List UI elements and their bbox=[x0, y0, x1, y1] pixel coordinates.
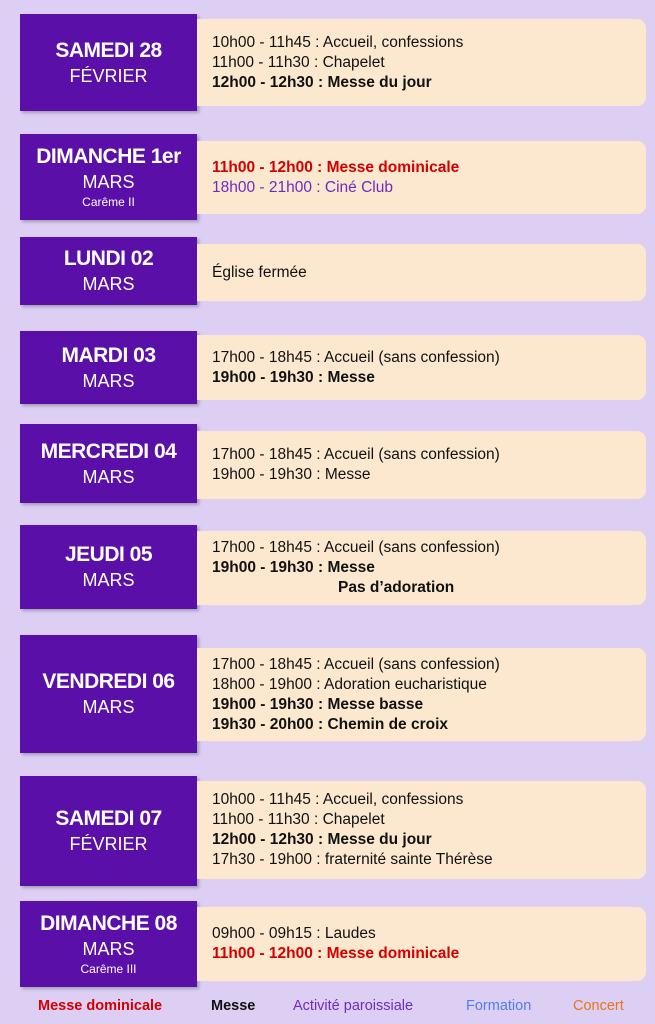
legend-concert: Concert bbox=[573, 998, 624, 1014]
schedule-panel bbox=[197, 431, 646, 499]
day-month: FÉVRIER bbox=[69, 65, 148, 86]
schedule-line: 19h00 - 19h30 : Messe basse bbox=[212, 695, 424, 713]
schedule-line: 10h00 - 11h45 : Accueil, confessions bbox=[212, 33, 464, 51]
day-month: MARS bbox=[82, 172, 135, 192]
day-name: DIMANCHE 08 bbox=[40, 912, 177, 935]
day-name: MARDI 03 bbox=[61, 343, 156, 367]
schedule-line: 11h00 - 12h00 : Messe dominicale bbox=[212, 945, 460, 962]
schedule-panel bbox=[197, 531, 646, 605]
schedule-line: 12h00 - 12h30 : Messe du jour bbox=[212, 73, 432, 91]
day-box bbox=[20, 134, 197, 220]
day-name: LUNDI 02 bbox=[63, 247, 154, 270]
schedule-panel bbox=[197, 335, 646, 400]
day-name: VENDREDI 06 bbox=[42, 670, 175, 693]
schedule-line: 19h00 - 19h30 : Messe bbox=[212, 466, 371, 483]
schedule-line: 19h00 - 19h30 : Messe bbox=[212, 559, 375, 576]
schedule-line: 17h30 - 19h00 : fraternité sainte Thérèse bbox=[212, 851, 493, 868]
day-month: MARS bbox=[82, 274, 135, 294]
schedule-line: 17h00 - 18h45 : Accueil (sans confession) bbox=[212, 446, 500, 463]
schedule-panel bbox=[197, 19, 646, 106]
schedule-line: 11h00 - 11h30 : Chapelet bbox=[212, 53, 385, 71]
schedule-line: 18h00 - 19h00 : Adoration eucharistique bbox=[212, 675, 487, 693]
day-month: MARS bbox=[82, 466, 135, 487]
day-month: FÉVRIER bbox=[69, 834, 148, 854]
legend-formation: Formation bbox=[466, 998, 532, 1014]
schedule-line: 19h30 - 20h00 : Chemin de croix bbox=[212, 715, 449, 733]
day-box bbox=[20, 237, 197, 305]
schedule-line: 09h00 - 09h15 : Laudes bbox=[212, 925, 376, 942]
day-box bbox=[20, 331, 197, 404]
schedule-line: 10h00 - 11h45 : Accueil, confessions bbox=[212, 791, 464, 808]
schedule-panel bbox=[197, 244, 646, 301]
day-name: DIMANCHE 1er bbox=[36, 145, 181, 168]
schedule-panel bbox=[197, 907, 646, 981]
day-subtitle: Carême III bbox=[80, 962, 137, 976]
schedule-line: 11h00 - 12h00 : Messe dominicale bbox=[212, 158, 460, 176]
day-box bbox=[20, 776, 197, 886]
day-box bbox=[20, 635, 197, 753]
day-name: SAMEDI 07 bbox=[55, 807, 162, 830]
day-subtitle: Carême II bbox=[82, 195, 135, 209]
schedule-line: 17h00 - 18h45 : Accueil (sans confession) bbox=[212, 655, 500, 673]
day-name: JEUDI 05 bbox=[64, 543, 153, 566]
legend-messe: Messe bbox=[211, 998, 256, 1014]
schedule-line: Église fermée bbox=[212, 263, 307, 281]
day-box bbox=[20, 424, 197, 503]
day-box bbox=[20, 901, 197, 987]
day-name: MERCREDI 04 bbox=[40, 439, 177, 463]
day-month: MARS bbox=[82, 939, 135, 959]
day-box bbox=[20, 525, 197, 609]
schedule-panel bbox=[197, 648, 646, 741]
day-box bbox=[20, 14, 197, 111]
day-month: MARS bbox=[82, 570, 135, 590]
schedule-line: 18h00 - 21h00 : Ciné Club bbox=[212, 178, 393, 196]
schedule-panel bbox=[197, 781, 646, 879]
day-month: MARS bbox=[82, 697, 135, 717]
schedule-line: 12h00 - 12h30 : Messe du jour bbox=[212, 831, 432, 848]
day-month: MARS bbox=[82, 370, 135, 391]
schedule-line: 19h00 - 19h30 : Messe bbox=[212, 368, 375, 386]
schedule-panel bbox=[197, 141, 646, 214]
schedule-line: 17h00 - 18h45 : Accueil (sans confession) bbox=[212, 539, 500, 556]
day-name: SAMEDI 28 bbox=[55, 38, 162, 62]
legend bbox=[0, 995, 655, 1017]
schedule-line: Pas d’adoration bbox=[338, 579, 455, 596]
schedule-line: 11h00 - 11h30 : Chapelet bbox=[212, 811, 385, 828]
schedule-line: 17h00 - 18h45 : Accueil (sans confession) bbox=[212, 348, 500, 366]
legend-messe-dominicale: Messe dominicale bbox=[38, 998, 163, 1014]
legend-activite-paroissiale: Activité paroissiale bbox=[293, 998, 414, 1014]
